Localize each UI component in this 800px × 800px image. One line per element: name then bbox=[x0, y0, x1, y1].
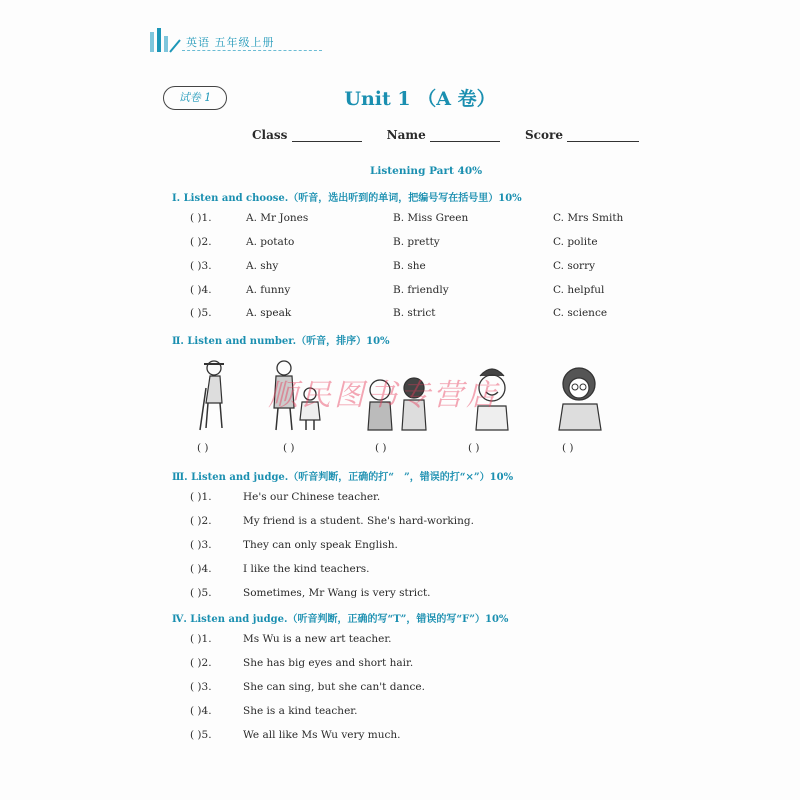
score-label: Score bbox=[525, 128, 563, 142]
class-label: Class bbox=[252, 128, 288, 142]
header-rule bbox=[182, 50, 322, 51]
section-3-heading: Ⅲ. Listen and judge.（听音判断，正确的打“ ”，错误的打“×”）10% bbox=[172, 472, 514, 483]
name-blank bbox=[430, 129, 500, 142]
student-info bbox=[252, 128, 639, 142]
answer-paren: ( ) bbox=[197, 442, 209, 454]
old-man-with-cane-picture bbox=[192, 358, 238, 433]
shop-watermark: 顺民图书专营店 bbox=[268, 378, 499, 413]
section-1-heading: Ⅰ. Listen and choose.（听音，选出听到的单词，把编号写在括号里）10% bbox=[172, 193, 522, 204]
name-label: Name bbox=[386, 128, 426, 142]
class-blank bbox=[292, 129, 362, 142]
page-title: Unit 1 （A 卷） bbox=[344, 88, 496, 110]
section-4-heading: Ⅳ. Listen and judge.（听音判断，正确的写“T”，错误的写“F”）10% bbox=[172, 614, 509, 625]
answer-paren: ( ) bbox=[283, 442, 295, 454]
book-logo-icon bbox=[148, 26, 182, 54]
worksheet-page: 英语 五年级上册 试卷 1 Unit 1 （A 卷） Class Name Score Listening Part 40% Ⅰ. Listen and choose.（听音，选出听到的单词，把编号写在括号里）10% ( )1. A. Mr Jones B. Miss Green C. Mrs Smith ( )2. A. potato B. pretty C. polite ( )3. A. shy B. she C. sorry ( )4. A. funny B. friendly C. helpful ( )5. A. speak B. strict C. science Ⅱ. Listen and number.（听音，排序）10% ( ) ( ) ( ) ( ) ( ) Ⅲ. Listen and judge.（听音判断，正确的打“ ”，错误的打“×”）10% ( )1. He's our Chinese teacher. ( )2. My friend is a student. She's hard-working. ( )3. They can only speak English. ( )4. I like the kind teachers. ( )5. Sometimes, Mr Wang is very strict. Ⅳ. Listen and judge.（听音判断，正确的写“T”，错误的写“F”）10% ( )1. Ms Wu is a new art teacher. ( )2. She has big eyes and short hair. ( )3. She can sing, but she can't dance. ( )4. She is a kind teacher. ( )5. We all like Ms Wu very much. 顺民图书专营店 bbox=[0, 0, 800, 800]
page-header bbox=[148, 26, 323, 54]
answer-paren: ( ) bbox=[562, 442, 574, 454]
section-2-heading: Ⅱ. Listen and number.（听音，排序）10% bbox=[172, 336, 390, 347]
score-blank bbox=[567, 129, 639, 142]
answer-paren: ( ) bbox=[468, 442, 480, 454]
girl-with-glasses-picture bbox=[555, 358, 605, 433]
listening-part-heading: Listening Part 40% bbox=[370, 165, 483, 177]
answer-paren: ( ) bbox=[375, 442, 387, 454]
test-badge: 试卷 1 bbox=[163, 86, 227, 110]
header-text: 英语 五年级上册 bbox=[186, 36, 275, 49]
